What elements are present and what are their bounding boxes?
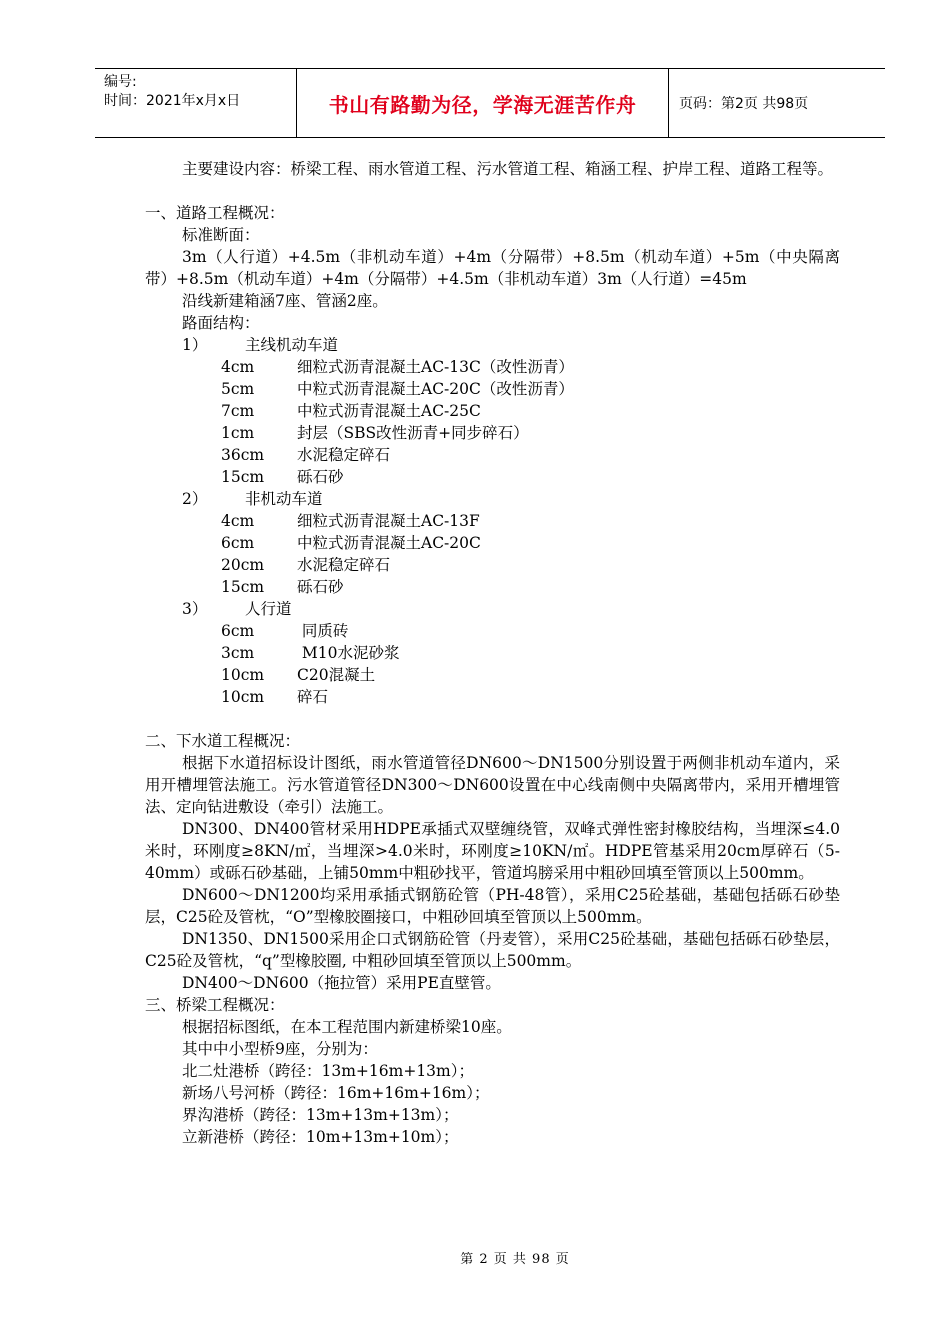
layer-row (145, 510, 840, 532)
layer-row (145, 576, 840, 598)
layer-thickness: 3cm (221, 644, 255, 662)
layer-material: 同质砖 (297, 622, 349, 640)
layer-thickness: 6cm (221, 622, 255, 640)
page-header (95, 68, 885, 138)
footer-page-number: 第 2 页 共 98 页 (460, 1252, 570, 1267)
time-label: 时间：2021年x月x日 (104, 93, 241, 109)
pavement-section-2 (145, 488, 840, 598)
layer-material: 细粒式沥青混凝土AC-13C（改性沥青） (297, 358, 574, 376)
section-number: 2） (182, 490, 208, 508)
layer-material: 中粒式沥青混凝土AC-20C（改性沥青） (297, 380, 574, 398)
layer-row (145, 620, 840, 642)
layer-thickness: 4cm (221, 358, 255, 376)
layer-thickness: 7cm (221, 402, 255, 420)
page-footer (0, 1248, 950, 1267)
layer-thickness: 1cm (221, 424, 255, 442)
section-number: 1） (182, 336, 208, 354)
layer-thickness: 4cm (221, 512, 255, 530)
sewer-paragraph: 根据下水道招标设计图纸，雨水管道管径DN600～DN1500分别设置于两侧非机动车道内，采用开槽埋管法施工。污水管道管径DN300～DN600设置在中心线南侧中央隔离带内，采用开槽埋管法、定向钻进敷设（牵引）法施工。 (145, 754, 840, 816)
layer-row (145, 466, 840, 488)
bridge-line: 界沟港桥（跨径：13m+13m+13m）； (182, 1106, 459, 1124)
layer-material: 砾石砂 (297, 578, 344, 596)
layer-thickness: 36cm (221, 446, 265, 464)
std-section-text: 3m（人行道）+4.5m（非机动车道）+4m（分隔带）+8.5m（机动车道）+5m（中央隔离带）+8.5m（机动车道）+4m（分隔带）+4.5m（非机动车道）3m（人行道）=45m (145, 248, 840, 288)
pavement-section-3 (145, 598, 840, 708)
bridge-line: 根据招标图纸，在本工程范围内新建桥梁10座。 (182, 1018, 512, 1036)
layer-material: 封层（SBS改性沥青+同步碎石） (297, 424, 529, 442)
layer-row (145, 642, 840, 664)
sewer-paragraph: DN600～DN1200均采用承插式钢筋砼管（PH-48管），采用C25砼基础，基础包括砾石砂垫层，C25砼及管枕，“O”型橡胶圈接口，中粗砂回填至管顶以上500mm。 (145, 886, 840, 926)
bridge-line: 立新港桥（跨径：10m+13m+10m）； (182, 1128, 459, 1146)
sewer-paragraph: DN1350、DN1500采用企口式钢筋砼管（丹麦管），采用C25砼基础，基础包括砾石砂垫层，C25砼及管枕，“q”型橡胶圈, 中粗砂回填至管顶以上500mm。 (145, 930, 840, 970)
layer-row (145, 532, 840, 554)
layer-thickness: 10cm (221, 666, 265, 684)
layer-material: C20混凝土 (297, 666, 376, 684)
intro-paragraph: 主要建设内容：桥梁工程、雨水管道工程、污水管道工程、箱涵工程、护岸工程、道路工程等。 (182, 160, 834, 178)
std-section-label: 标准断面： (182, 226, 260, 244)
road-heading: 一、道路工程概况： (145, 204, 285, 222)
layer-material: 中粒式沥青混凝土AC-20C (297, 534, 481, 552)
layer-thickness: 10cm (221, 688, 265, 706)
layer-material: 砾石砂 (297, 468, 344, 486)
bridge-line: 新场八号河桥（跨径：16m+16m+16m）； (182, 1084, 490, 1102)
layer-row (145, 378, 840, 400)
bridge-line: 北二灶港桥（跨径：13m+16m+13m）； (182, 1062, 474, 1080)
header-motto: 书山有路勤为径，学海无涯苦作舟 (297, 69, 669, 137)
pavement-section-1 (145, 334, 840, 488)
layer-material: 水泥稳定碎石 (297, 446, 391, 464)
layer-thickness: 20cm (221, 556, 265, 574)
layer-material: 细粒式沥青混凝土AC-13F (297, 512, 480, 530)
bridge-line: 其中中小型桥9座，分别为： (182, 1040, 378, 1058)
layer-row (145, 554, 840, 576)
layer-material: 碎石 (297, 688, 329, 706)
section-name: 非机动车道 (245, 490, 323, 508)
layer-thickness: 6cm (221, 534, 255, 552)
layer-row (145, 422, 840, 444)
layer-row (145, 686, 840, 708)
sewer-paragraph: DN300、DN400管材采用HDPE承插式双壁缠绕管，双峰式弹性密封橡胶结构，当埋深≤4.0米时，环刚度≥8KN/㎡，当埋深>4.0米时，环刚度≥10KN/㎡。HDPE管基采用20cm厚碎石（5-40mm）或砾石砂基础，上铺50mm中粗砂找平，管道坞膀采用中粗砂回填至管顶以上500mm。 (145, 820, 840, 882)
culvert-text: 沿线新建箱涵7座、管涵2座。 (182, 292, 388, 310)
document-body (145, 158, 840, 1148)
section-name: 主线机动车道 (245, 336, 339, 354)
sewer-heading: 二、下水道工程概况： (145, 732, 301, 750)
layer-row (145, 664, 840, 686)
layer-thickness: 15cm (221, 468, 265, 486)
section-name: 人行道 (245, 600, 292, 618)
layer-row (145, 444, 840, 466)
layer-row (145, 356, 840, 378)
layer-thickness: 5cm (221, 380, 255, 398)
header-page-label: 页码：第2页 共98页 (679, 96, 809, 112)
bridge-heading: 三、桥梁工程概况： (145, 996, 285, 1014)
section-number: 3） (182, 600, 208, 618)
header-meta (95, 69, 297, 137)
pavement-label: 路面结构： (182, 314, 260, 332)
number-label: 编号: (104, 74, 137, 90)
layer-material: 中粒式沥青混凝土AC-25C (297, 402, 481, 420)
layer-material: M10水泥砂浆 (297, 644, 400, 662)
layer-thickness: 15cm (221, 578, 265, 596)
layer-material: 水泥稳定碎石 (297, 556, 391, 574)
sewer-paragraph: DN400～DN600（拖拉管）采用PE直壁管。 (182, 974, 501, 992)
layer-row (145, 400, 840, 422)
